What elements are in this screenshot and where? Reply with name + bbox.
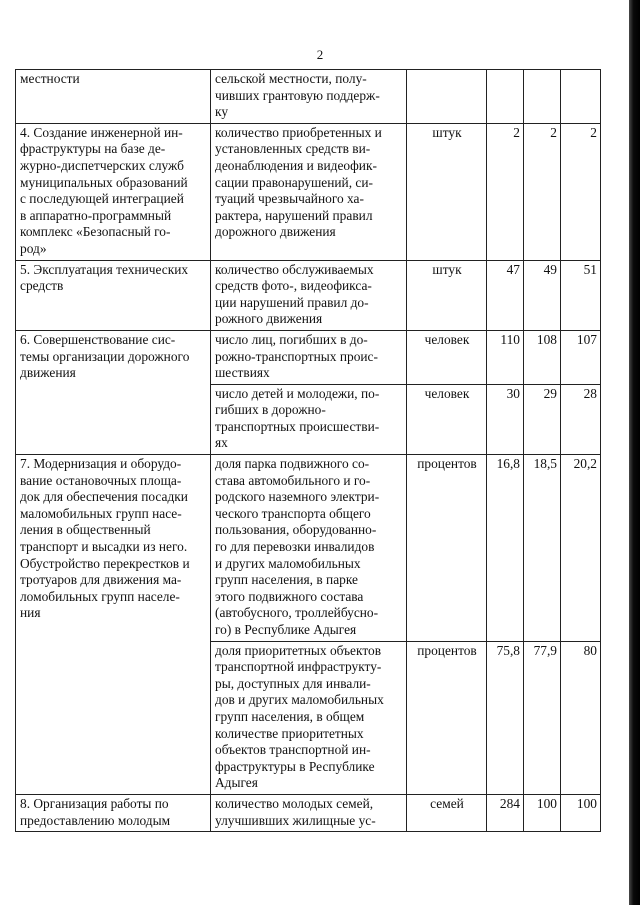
value-cell-year1 <box>487 70 524 124</box>
value-cell-year2 <box>524 70 561 124</box>
scan-edge-shadow <box>629 0 640 905</box>
measure-cell: 8. Организация работы по предоставлению молодым <box>16 794 211 831</box>
page-number: 2 <box>316 47 324 62</box>
indicator-cell: количество приобретенных и установленных средств ви- деонаблюдения и видеофик- сации правонарушений, си- туаций чрезвычайного ха- рактера, нарушений правил дорожного движения <box>211 123 407 260</box>
unit-cell: семей <box>407 794 487 831</box>
indicator-cell: доля парка подвижного со- става автомобильного и го- родского наземного электри- ческого транспорта общего пользования, оборудованно- го для перевозки инвалидов и других маломобильных групп населения, в парке этого подвижного состава (автобусного, троллейбусно- го) в Республике Адыгея <box>211 455 407 642</box>
value-cell-year3: 2 <box>561 123 601 260</box>
indicator-cell: количество обслуживаемых средств фото-, видеофикса- ции нарушений правил до- рожного движения <box>211 260 407 330</box>
value-cell-year3: 20,2 <box>561 455 601 642</box>
value-cell-year3: 100 <box>561 794 601 831</box>
value-cell-year1: 30 <box>487 384 524 454</box>
table-row <box>16 330 601 384</box>
table-row <box>16 794 601 831</box>
value-cell-year3: 51 <box>561 260 601 330</box>
indicator-cell: количество молодых семей, улучшивших жилищные ус- <box>211 794 407 831</box>
table-row <box>16 455 601 642</box>
value-cell-year2: 29 <box>524 384 561 454</box>
value-cell-year1: 75,8 <box>487 641 524 794</box>
indicators-table <box>15 69 601 832</box>
value-cell-year1: 47 <box>487 260 524 330</box>
unit-cell: штук <box>407 123 487 260</box>
table-row <box>16 260 601 330</box>
value-cell-year3: 28 <box>561 384 601 454</box>
table-row <box>16 70 601 124</box>
unit-cell: человек <box>407 330 487 384</box>
unit-cell: человек <box>407 384 487 454</box>
value-cell-year2: 100 <box>524 794 561 831</box>
value-cell-year2: 77,9 <box>524 641 561 794</box>
measure-cell: 6. Совершенствование сис- темы организации дорожного движения <box>16 330 211 454</box>
unit-cell: процентов <box>407 455 487 642</box>
value-cell-year1: 110 <box>487 330 524 384</box>
value-cell-year2: 108 <box>524 330 561 384</box>
measure-cell: 4. Создание инженерной ин- фраструктуры на базе де- журно-диспетчерских служб муниципальных образований с последующей интеграцией в аппаратно-программный комплекс «Безопасный го- род» <box>16 123 211 260</box>
measure-cell: 7. Модернизация и оборудо- вание остановочных площа- док для обеспечения посадки маломобильных групп насе- ления в общественный транспорт и высадки из него. Обустройство перекрестков и тротуаров для движения ма- ломобильных групп населе- ния <box>16 455 211 795</box>
indicator-cell: сельской местности, полу- чивших грантовую поддерж- ку <box>211 70 407 124</box>
unit-cell: штук <box>407 260 487 330</box>
unit-cell <box>407 70 487 124</box>
value-cell-year2: 49 <box>524 260 561 330</box>
indicator-cell: доля приоритетных объектов транспортной инфраструкту- ры, доступных для инвали- дов и других маломобильных групп населения, в общем количестве приоритетных объектов транспортной ин- фраструктуры в Республике Адыгея <box>211 641 407 794</box>
value-cell-year3: 80 <box>561 641 601 794</box>
value-cell-year2: 2 <box>524 123 561 260</box>
value-cell-year1: 2 <box>487 123 524 260</box>
table-row <box>16 123 601 260</box>
value-cell-year3: 107 <box>561 330 601 384</box>
measure-cell: 5. Эксплуатация технических средств <box>16 260 211 330</box>
value-cell-year1: 16,8 <box>487 455 524 642</box>
measure-cell: местности <box>16 70 211 124</box>
unit-cell: процентов <box>407 641 487 794</box>
value-cell-year2: 18,5 <box>524 455 561 642</box>
value-cell-year3 <box>561 70 601 124</box>
indicator-cell: число детей и молодежи, по- гибших в дорожно- транспортных происшестви- ях <box>211 384 407 454</box>
value-cell-year1: 284 <box>487 794 524 831</box>
indicator-cell: число лиц, погибших в до- рожно-транспортных проис- шествиях <box>211 330 407 384</box>
